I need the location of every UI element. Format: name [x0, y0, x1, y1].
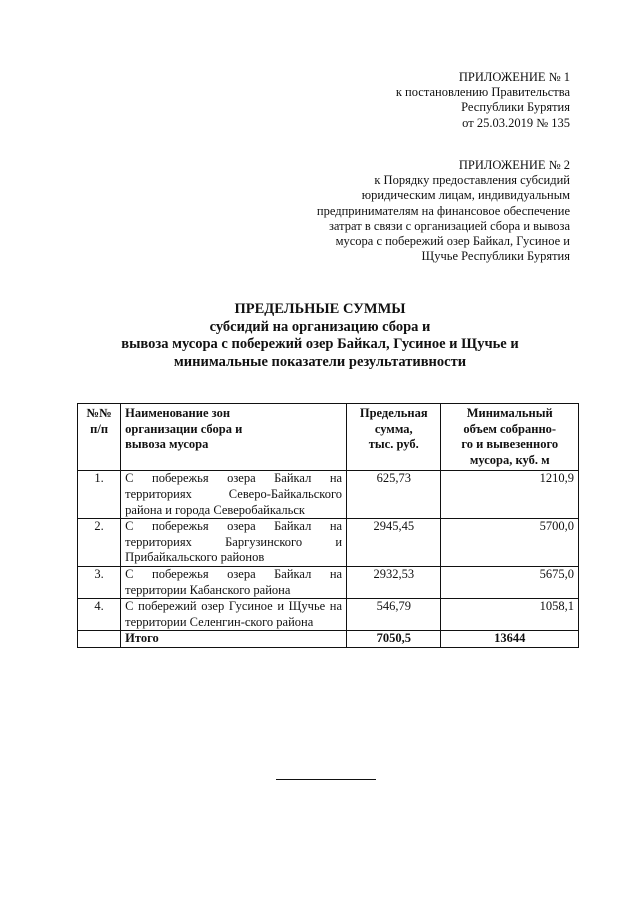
- row-volume: 1210,9: [441, 471, 579, 519]
- row-zone: С побережья озера Байкал на территориях Северо-Байкальского района и города Северобайкальск: [121, 471, 347, 519]
- header-min-volume: Минимальный объем собранно- го и вывезенного мусора, куб. м: [441, 404, 579, 471]
- row-zone: С побережья озера Байкал на территориях Баргузинского и Прибайкальского районов: [121, 519, 347, 567]
- table-row: [78, 471, 579, 519]
- row-sum: 2932,53: [347, 566, 441, 598]
- row-number: 2.: [78, 519, 121, 567]
- appendix-2-line: предпринимателям на финансовое обеспечение: [316, 203, 570, 218]
- table-row: [78, 566, 579, 598]
- row-number: 3.: [78, 566, 121, 598]
- appendix-1-line: Республики Бурятия: [461, 100, 570, 115]
- appendix-2-line: юридическим лицам, индивидуальным: [361, 188, 570, 203]
- title-line: субсидий на организацию сбора и: [209, 318, 431, 335]
- header-number: №№ п/п: [78, 404, 121, 471]
- header-zone-name: Наименование зон организации сбора и вывоза мусора: [121, 404, 347, 471]
- appendix-1-line: от 25.03.2019 № 135: [462, 115, 570, 130]
- row-volume: 5700,0: [441, 519, 579, 567]
- appendix-1-line: ПРИЛОЖЕНИЕ № 1: [458, 70, 570, 84]
- appendix-2-line: затрат в связи с организацией сбора и вывоза: [328, 218, 570, 233]
- appendix-2-line: мусора с побережий озер Байкал, Гусиное и: [335, 234, 570, 249]
- appendix-2-header: [317, 158, 570, 264]
- appendix-1-header: [396, 70, 570, 131]
- table-row: [78, 599, 579, 631]
- footer-divider: [276, 779, 376, 780]
- table-header-row: [78, 404, 579, 471]
- row-zone: С побережья озера Байкал на территории Кабанского района: [121, 566, 347, 598]
- total-volume: 13644: [441, 631, 579, 648]
- appendix-1-line: к постановлению Правительства: [395, 85, 570, 100]
- row-number: 4.: [78, 599, 121, 631]
- row-number: 1.: [78, 471, 121, 519]
- row-sum: 546,79: [347, 599, 441, 631]
- row-volume: 5675,0: [441, 566, 579, 598]
- total-number: [78, 631, 121, 648]
- subsidy-table: [77, 403, 579, 648]
- title-line: минимальные показатели результативности: [173, 353, 467, 370]
- row-sum: 2945,45: [347, 519, 441, 567]
- header-max-sum: Предельная сумма, тыс. руб.: [347, 404, 441, 471]
- title-line: ПРЕДЕЛЬНЫЕ СУММЫ: [234, 301, 406, 317]
- row-sum: 625,73: [347, 471, 441, 519]
- title-line: вывоза мусора с побережий озер Байкал, Гусиное и Щучье и: [121, 336, 519, 352]
- row-volume: 1058,1: [441, 599, 579, 631]
- total-sum: 7050,5: [347, 631, 441, 648]
- appendix-2-line: к Порядку предоставления субсидий: [374, 173, 570, 188]
- table-row: [78, 519, 579, 567]
- table-total-row: [78, 631, 579, 648]
- appendix-2-line: Щучье Республики Бурятия: [421, 249, 570, 264]
- total-label: Итого: [121, 631, 347, 648]
- row-zone: С побережий озер Гусиное и Щучье на территории Селенгин-ского района: [121, 599, 347, 631]
- appendix-2-line: ПРИЛОЖЕНИЕ № 2: [458, 158, 570, 172]
- document-title: [0, 301, 640, 371]
